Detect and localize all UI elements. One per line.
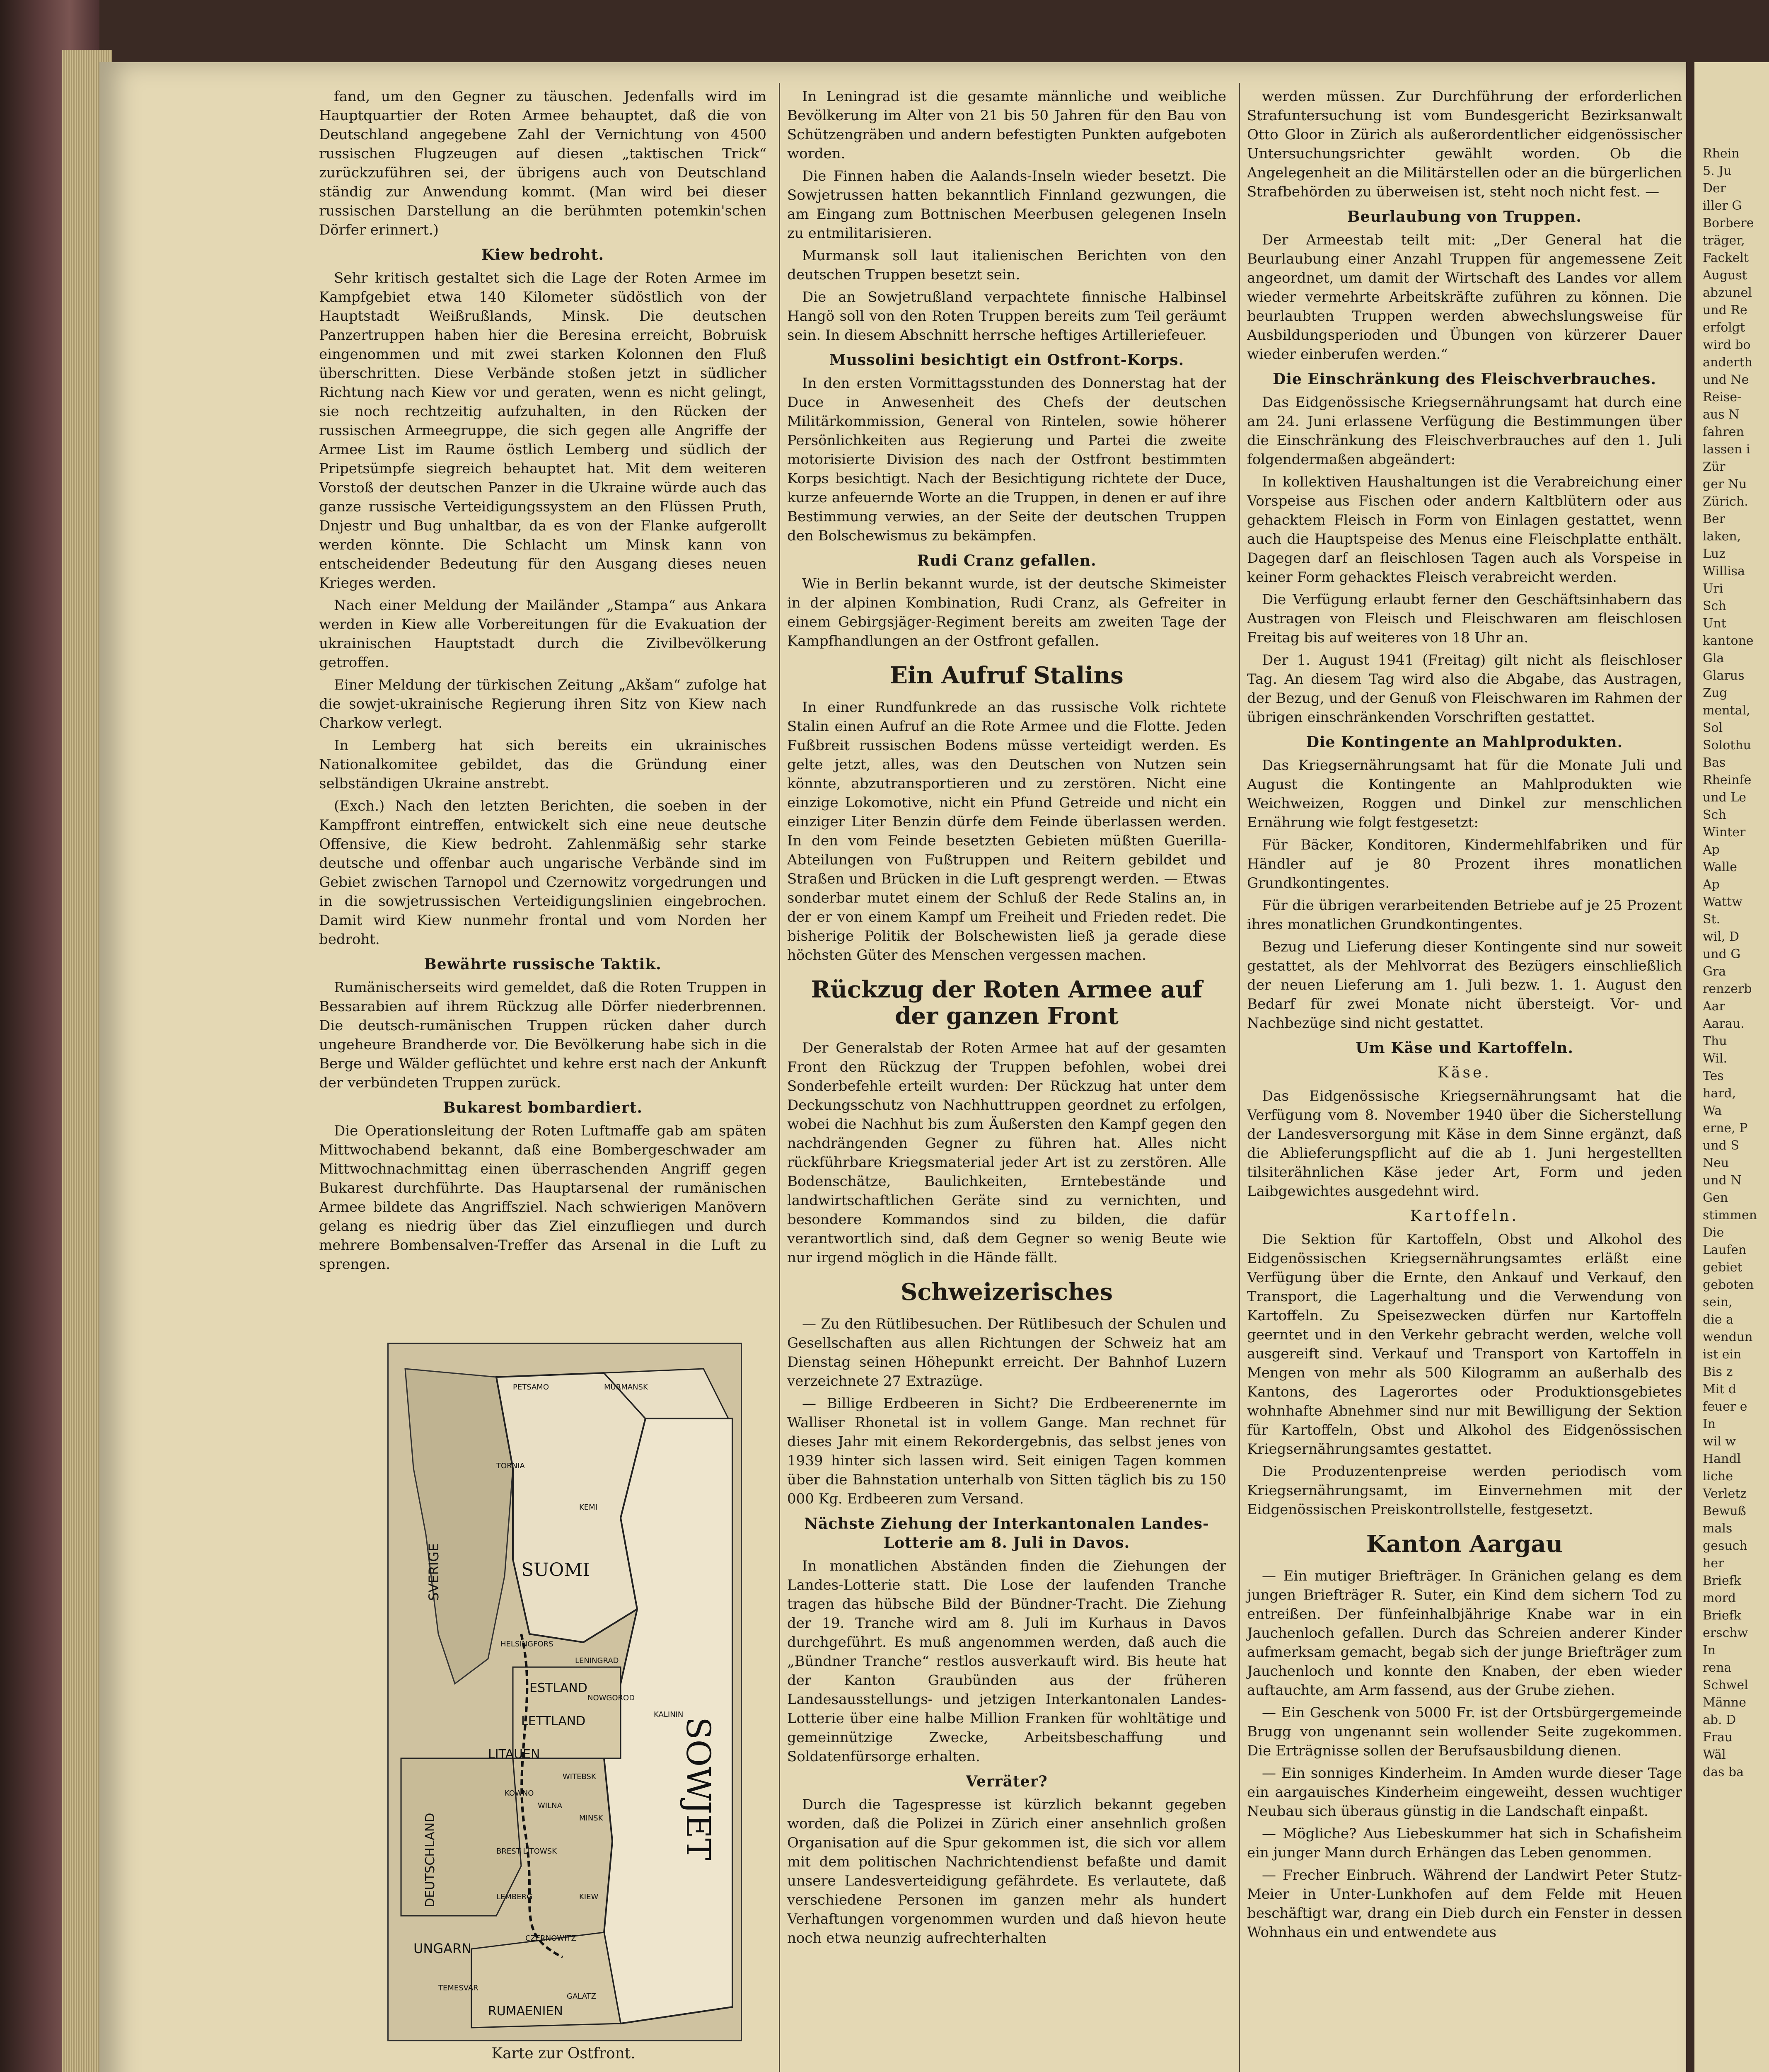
article-paragraph: In kollektiven Haushaltungen ist die Verabreichung einer Vorspeise aus Fischen oder andern Kaltblütern oder aus gehacktem Fleisch in Form von Einlagen gestattet, wenn auch die Hauptspeise des Menus eine Fleischplatte enthält. Dagegen darf an fleischlosen Tagen auch als Vorspeise in keiner Form gehacktes Fleisch verabreicht werden. — [1247, 474, 1682, 586]
article-paragraph: Für die übrigen verarbeitenden Betriebe auf je 25 Prozent ihres monatlichen Grundkontingentes. — [1247, 897, 1682, 933]
adjacent-page-text: iller G — [1703, 198, 1742, 213]
adjacent-page-text: lassen i — [1703, 442, 1750, 457]
label-petsamo: PETSAMO — [513, 1383, 549, 1392]
section-heading: Verräter? — [966, 1773, 1048, 1790]
article-paragraph: — Frecher Einbruch. Während der Landwirt Peter Stutz-Meier in Unter-Lunkhofen auf dem Felde mit Heuen beschäftigt war, drang ein Dieb durch ein Fenster in dessen Wohnhaus ein und entwendete aus — [1247, 1867, 1682, 1941]
adjacent-page-text: Glarus — [1703, 668, 1745, 683]
adjacent-page-text: kantone — [1703, 634, 1754, 648]
section-heading: Nächste Ziehung der Interkantonalen Landes-Lotterie am 8. Juli in Davos. — [804, 1515, 1209, 1552]
adjacent-page-text: Der — [1703, 181, 1726, 196]
adjacent-page-text: Gra — [1703, 964, 1726, 979]
adjacent-page-text: Gla — [1703, 651, 1724, 666]
adjacent-page-text: Zug — [1703, 686, 1728, 700]
adjacent-page-text: Solothu — [1703, 738, 1751, 753]
adjacent-page-text: renzerb — [1703, 982, 1752, 996]
article-paragraph: — Mögliche? Aus Liebeskummer hat sich in Schafisheim ein junger Mann durch Erhängen das Leben genommen. — [1247, 1825, 1682, 1861]
adjacent-page-text: gesuch — [1703, 1539, 1747, 1553]
adjacent-page-text: Thu — [1703, 1034, 1727, 1048]
article-paragraph: Durch die Tagespresse ist kürzlich bekannt gegeben worden, daß die Polizei in Zürich einer ansehnlich großen Organisation auf die Spur gekommen ist, die sich vor allem mit dem politischen Nachrichtendienst befaßte und damit unsere Landesverteidigung gefährdete. Es verlautete, daß verschiedene Personen im ganzen mehr als hundert Verhaftungen vorgenommen wurden und daß hievon heute noch etwa neunzig aufrechterhalten — [787, 1796, 1226, 1946]
adjacent-page-text: Handl — [1703, 1452, 1741, 1466]
article-paragraph: In Lemberg hat sich bereits ein ukrainisches Nationalkomitee gebildet, das die Gründung einer selbständigen Ukraine anstrebt. — [319, 737, 766, 792]
article-paragraph: In den ersten Vormittagsstunden des Donnerstag hat der Duce in Anwesenheit des Chefs der deutschen Militärkommission, General von Rintelen, sowie höherer Persönlichkeiten aus Regierung und Partei die zweite motorisierte Division des nach der Ostfront bestimmten Korps besichtigt. Nach der Besichtigung richtete der Duce, kurze anfeuernde Worte an die Truppen, in denen er auf ihre Bestimmung verwies, an der Seite der deutschen Truppen den Bolschewismus zu bekämpfen. — [787, 375, 1226, 544]
adjacent-page-text: Rheinfe — [1703, 773, 1752, 787]
article-paragraph: Die Sektion für Kartoffeln, Obst und Alkohol des Eidgenössischen Kriegsernährungsamtes erläßt eine Verfügung über die Ernte, den Ankauf und Verkauf, den Transport, die Lagerhaltung und die Verwendung von Kartoffeln. Zu Speisezwecken dürfen nur Kartoffeln geerntet und in den Verkehr gebracht werden, welche voll ausgereift sind. Verkauf und Transport von Kartoffeln in Mengen von mehr als 500 Kilogramm an außerhalb des Kantons, des Lagerortes oder Produktionsgebietes wohnhafte Abnehmer sind nur mit Bewilligung der Sektion für Kartoffeln, Obst und Alkohol des Eidgenössischen Kriegsernährungsamtes gestattet. — [1247, 1231, 1682, 1457]
adjacent-page-text: und N — [1703, 1173, 1742, 1188]
adjacent-page-text: laken, — [1703, 529, 1741, 544]
eastern-front-map — [387, 1343, 742, 2041]
label-kemi: KEMI — [579, 1503, 598, 1512]
article-paragraph: Bezug und Lieferung dieser Kontingente sind nur soweit gestattet, als der Mehlvorrat des Bezügers einschließlich der neuen Lieferung am 1. Juli bezw. 1. 1. August den Bedarf für zwei Monate nicht übersteigt. Vor- und Nachbezüge sind nicht gestattet. — [1247, 939, 1682, 1031]
adjacent-page-text: Rhein — [1703, 146, 1740, 161]
major-headline: Rückzug der Roten Armee auf der ganzen Front — [811, 976, 1203, 1030]
adjacent-page-text: anderth — [1703, 355, 1752, 370]
adjacent-page-text: ab. D — [1703, 1713, 1736, 1727]
adjacent-page-text: Die — [1703, 1225, 1724, 1240]
label-sverige: SVERIGE — [426, 1543, 442, 1601]
article-paragraph: In Leningrad ist die gesamte männliche und weibliche Bevölkerung im Alter von 21 bis 50 Jahren für den Bau von Schützengräben und andern befestigten Punkten aufgeboten worden. — [787, 88, 1226, 162]
major-headline: Kanton Aargau — [1366, 1530, 1563, 1558]
adjacent-page-text: Ap — [1703, 877, 1720, 892]
column-1 — [319, 87, 766, 1277]
article-paragraph: — Zu den Rütlibesuchen. Der Rütlibesuch der Schulen und Gesellschaften aus allen Richtungen der Schweiz hat am Dienstag seinen Höhepunkt erreicht. Der Bahnhof Luzern verzeichnete 27 Extrazüge. — [787, 1316, 1226, 1389]
adjacent-page-text: wird bo — [1703, 338, 1751, 352]
article-paragraph: In monatlichen Abständen finden die Ziehungen der Landes-Lotterie statt. Die Lose der laufenden Tranche tragen das hübsche Bild der Bündner-Tracht. Die Ziehung der 19. Tranche wird am 8. Juli im Kurhaus in Davos durchgeführt. Es muß angenommen werden, daß auch die „Bündner Tranche“ restlos ausverkauft wird. Bis heute hat der Kanton Graubünden aus der früheren Landesausstellungs- und jetzigen Interkantonalen Landes-Lotterie über eine halbe Million Franken für wohltätige und gemeinnützige Zwecke, Arbeitsbeschaffung und Soldatenfürsorge erhalten. — [787, 1558, 1226, 1765]
article-paragraph: Nach einer Meldung der Mailänder „Stampa“ aus Ankara werden in Kiew alle Vorbereitungen für die Evakuation der ukrainischen Hauptstadt durch die Zivilbevölkerung getroffen. — [319, 597, 766, 671]
adjacent-page-text: liche — [1703, 1469, 1733, 1484]
adjacent-page-text: wendun — [1703, 1330, 1753, 1344]
adjacent-page-text: Ber — [1703, 512, 1726, 526]
section-heading: Um Käse und Kartoffeln. — [1356, 1039, 1573, 1057]
adjacent-page-text: feuer e — [1703, 1399, 1747, 1414]
label-czernowitz: CZERNOWITZ — [525, 1934, 576, 1943]
adjacent-page-text: Wattw — [1703, 895, 1742, 909]
adjacent-page-text: Sol — [1703, 721, 1723, 735]
adjacent-page-text: Willisa — [1703, 564, 1745, 579]
label-temesvar: TEMESVAR — [438, 1984, 479, 1992]
adjacent-page-text: erne, P — [1703, 1121, 1748, 1135]
column-3 — [1247, 87, 1682, 1945]
adjacent-page-text: Gen — [1703, 1191, 1728, 1205]
adjacent-page-text: stimmen — [1703, 1208, 1757, 1222]
article-paragraph: fand, um den Gegner zu täuschen. Jedenfalls wird im Hauptquartier der Roten Armee behauptet, daß die von Deutschland angegebene Zahl der Vernichtung von 4500 russischen Flugzeugen auf diesen „taktischen Trick“ zurückzuführen sei, der übrigens auch von Deutschland ständig zur Anwendung kommt. (Man wird bei dieser russischen Darstellung an die berühmten potemkin'schen Dörfer erinnert.) — [319, 88, 766, 238]
adjacent-page-text: gebiet — [1703, 1260, 1742, 1275]
article-paragraph: Die Finnen haben die Aalands-Inseln wieder besetzt. Die Sowjetrussen hatten bekanntlich Finnland gezwungen, die am Eingang zum Bottnischen Meerbusen gelegenen Inseln zu entmilitarisieren. — [787, 168, 1226, 242]
article-paragraph: — Ein Geschenk von 5000 Fr. ist der Ortsbürgergemeinde Brugg von ungenannt sein wollender Seite zugekommen. Die Erträgnisse sollen der Berufsausbildung dienen. — [1247, 1704, 1682, 1759]
adjacent-page-text: Laufen — [1703, 1243, 1747, 1257]
article-paragraph: Das Eidgenössische Kriegsernährungsamt hat die Verfügung vom 8. November 1940 über die Sicherstellung der Landesversorgung mit Käse in dem Sinne ergänzt, daß die Ablieferungspflicht auf die ab 1. Juni hergestellten tilsiterähnlichen Käse jeder Art, Form und jeden Laibgewichtes ausgedehnt wird. — [1247, 1088, 1682, 1200]
sub-heading: Käse. — [1438, 1064, 1491, 1081]
adjacent-page-text: rena — [1703, 1661, 1732, 1675]
adjacent-page-text: Walle — [1703, 860, 1738, 874]
label-suomi: SUOMI — [521, 1559, 590, 1581]
adjacent-page-text: Briefk — [1703, 1608, 1742, 1623]
section-heading: Bukarest bombardiert. — [443, 1099, 643, 1116]
adjacent-page-text: aus N — [1703, 407, 1740, 422]
label-brest: BREST LITOWSK — [496, 1847, 557, 1856]
sub-heading: Kartoffeln. — [1410, 1208, 1519, 1225]
adjacent-page-text: mals — [1703, 1521, 1733, 1536]
adjacent-page-text: In — [1703, 1643, 1716, 1658]
major-headline: Ein Aufruf Stalins — [890, 662, 1124, 689]
adjacent-page-text: Bewuß — [1703, 1504, 1746, 1518]
adjacent-page-text: Männe — [1703, 1695, 1746, 1710]
adjacent-page-text: und Re — [1703, 303, 1747, 317]
column-rule-2 — [1239, 83, 1240, 2072]
article-paragraph: Die Produzentenpreise werden periodisch vom Kriegsernährungsamt, im Einvernehmen mit der Eidgenössischen Preiskontrollstelle, festgesetzt. — [1247, 1463, 1682, 1518]
adjacent-page-text: Bas — [1703, 755, 1726, 770]
adjacent-page-text: Sch — [1703, 599, 1726, 613]
article-paragraph: Der 1. August 1941 (Freitag) gilt nicht als fleischloser Tag. An diesem Tag wird also die Abgabe, das Austragen, der Bezug, und der Genuß von Fleischwaren im Rahmen der übrigen einschränkenden Vorschriften gestattet. — [1247, 652, 1682, 726]
adjacent-page-text: wil, D — [1703, 929, 1739, 944]
adjacent-page-text: Zür — [1703, 460, 1726, 474]
adjacent-page-text: Reise- — [1703, 390, 1742, 404]
article-paragraph: Das Eidgenössische Kriegsernährungsamt hat durch eine am 24. Juni erlassene Verfügung die Bestimmungen über die Einschränkung des Fleischverbrauches auf den 1. Juli folgendermaßen abgeändert: — [1247, 394, 1682, 468]
article-paragraph: — Billige Erdbeeren in Sicht? Die Erdbeerenernte im Walliser Rhonetal ist in vollem Gange. Man rechnet für dieses Jahr mit einem Rekordergebnis, das selbst jenes von 1939 hinter sich lassen wird. Seit einigen Tagen kommen über die Bahnstation unterhalb von Sitten täglich bis zu 150 000 Kg. Erdbeeren zum Versand. — [787, 1395, 1226, 1507]
label-sowjet: SOWJET — [679, 1717, 718, 1861]
article-paragraph: In einer Rundfunkrede an das russische Volk richtete Stalin einen Aufruf an die Rote Armee und die Flotte. Jeden Fußbreit russischen Bodens müsse verteidigt werden. Es gelte jetzt, alles, was den Deutschen von Nutzen sein könnte, abzutransportieren und zu zerstören. Nicht eine einzige Lokomotive, nicht ein Pfund Getreide und nicht ein einziger Liter Benzin dürfe dem Feinde überlassen werden. In den vom Feinde besetzten Gebieten müßten Guerilla-Abteilungen von Fußtruppen und Reitern gebildet und Straßen und Brücken in die Luft gesprengt werden. — Etwas sonderbar mutet einem der Schluß der Rede Stalins an, in der er von einem Kampf um Freiheit und Frieden redet. Die bisherige Politik der Bolschewisten ließ ja gerade diese höchsten Güter des Menschen vergessen machen. — [787, 699, 1226, 963]
label-deutschland: DEUTSCHLAND — [423, 1813, 437, 1907]
label-rumaenien: RUMAENIEN — [488, 2004, 563, 2019]
adjacent-page-text: 5. Ju — [1703, 164, 1732, 178]
adjacent-page-text: Neu — [1703, 1156, 1729, 1170]
section-heading: Beurlaubung von Truppen. — [1347, 208, 1582, 225]
adjacent-page-text: Uri — [1703, 581, 1723, 596]
label-galatz: GALATZ — [567, 1992, 596, 2001]
label-lemberg: LEMBERG — [496, 1893, 533, 1901]
adjacent-page-text: Aarau. — [1703, 1017, 1745, 1031]
label-nowgorod: NOWGOROD — [587, 1694, 635, 1702]
adjacent-page-text: Schwel — [1703, 1678, 1748, 1692]
adjacent-page-text: geboten — [1703, 1278, 1754, 1292]
article-paragraph: — Ein mutiger Briefträger. In Gränichen gelang es dem jungen Briefträger R. Suter, ein Kind dem sichern Tod zu entreißen. Der fünfeinhalbjährige Knabe war in ein Jauchenloch gefallen. Durch das Schreien anderer Kinder aufmerksam gemacht, begab sich der junge Briefträger zum Jauchenloch und konnte den Knaben, der eben wieder auftauchte, am Arm fassend, aus der Grube ziehen. — [1247, 1568, 1682, 1699]
adjacent-page-text: fahren — [1703, 425, 1744, 439]
article-paragraph: Wie in Berlin bekannt wurde, ist der deutsche Skimeister in der alpinen Kombination, Rudi Cranz, als Gefreiter in einem Gebirgsjäger-Regiment bereits am zweiten Tage der Kampfhandlungen an der Ostfront gefallen. — [787, 576, 1226, 649]
article-paragraph: Für Bäcker, Konditoren, Kindermehlfabriken und für Händler auf je 80 Prozent ihres monatlichen Grundkontingentes. — [1247, 837, 1682, 891]
label-ungarn: UNGARN — [413, 1941, 472, 1956]
label-minsk: MINSK — [579, 1814, 603, 1823]
label-helsingfors: HELSINGFORS — [500, 1640, 553, 1648]
adjacent-page-text: ist ein — [1703, 1347, 1742, 1362]
article-paragraph: Sehr kritisch gestaltet sich die Lage der Roten Armee im Kampfgebiet etwa 140 Kilometer südöstlich von der Hauptstadt Weißrußlands, Minsk. Die deutschen Panzertruppen haben hier die Beresina erreicht, Bobruisk eingenommen und mit zwei starken Kolonnen den Fluß überschritten. Diese Verbände stoßen jetzt in südlicher Richtung nach Kiew vor und geraten, wenn es nicht gelingt, sie noch rechtzeitig aufzuhalten, in den Rücken der russischen Armeegruppe, die sich gegen alle Angriffe der Armee List im Raume östlich Lemberg und südlich der Pripetsümpfe siegreich behauptet hat. Mit dem weiteren Vorstoß der deutschen Panzer in die Ukraine würde auch das ganze russische Verteidigungssystem an den Flüssen Pruth, Dnjestr und Bug unhaltbar, da es von der Flanke aufgerollt werden könnte. Die Schlacht um Minsk kann von entscheidender Bedeutung für den Ausgang dieses neuen Krieges werden. — [319, 270, 766, 591]
adjacent-page-fragment — [1694, 62, 1769, 2072]
adjacent-page-text: die a — [1703, 1312, 1733, 1327]
article-paragraph: Der Armeestab teilt mit: „Der General hat die Beurlaubung einer Anzahl Truppen für angemessene Zeit angeordnet, um damit der Wirtschaft des Landes vor allem wieder vermehrte Arbeitskräfte zuführen zu können. Die beurlaubten Truppen werden abwechslungsweise für Ausbildungsperioden und Übungen von kürzerer Dauer wieder einberufen werden.“ — [1247, 232, 1682, 363]
section-heading: Bewährte russische Taktik. — [424, 956, 662, 973]
section-heading: Kiew bedroht. — [481, 246, 604, 264]
adjacent-page-text: und Le — [1703, 790, 1747, 805]
adjacent-page-text: Wil. — [1703, 1051, 1728, 1066]
adjacent-page-text: In — [1703, 1417, 1716, 1431]
adjacent-page-text: Fackelt — [1703, 251, 1749, 265]
adjacent-page-text: und G — [1703, 947, 1741, 961]
adjacent-page-text: Ap — [1703, 842, 1720, 857]
adjacent-page-text: Aar — [1703, 999, 1725, 1014]
adjacent-page-text: Wa — [1703, 1104, 1722, 1118]
adjacent-page-text: her — [1703, 1556, 1724, 1571]
map-caption: Karte zur Ostfront. — [491, 2045, 636, 2062]
adjacent-page-text: hard, — [1703, 1086, 1736, 1101]
section-heading: Die Kontingente an Mahlprodukten. — [1306, 733, 1623, 751]
adjacent-page-text: abzunel — [1703, 286, 1752, 300]
adjacent-page-text: Zürich. — [1703, 494, 1748, 509]
germany-shape — [401, 1758, 521, 1916]
adjacent-page-text: August — [1703, 268, 1747, 283]
adjacent-page-text: Winter — [1703, 825, 1746, 840]
column-2 — [787, 87, 1226, 1951]
adjacent-page-text: träger, — [1703, 233, 1745, 248]
label-murmansk: MURMANSK — [604, 1383, 648, 1392]
label-wilna: WILNA — [538, 1801, 562, 1810]
label-litauen: LITAUEN — [488, 1747, 540, 1762]
adjacent-page-text: erfolgt — [1703, 320, 1745, 335]
article-paragraph: Rumänischerseits wird gemeldet, daß die Roten Truppen in Bessarabien auf ihrem Rückzug alle Dörfer niederbrennen. Die deutsch-rumänischen Truppen rücken daher durch ungeheure Brandherde vor. Die Bevölkerung habe sich in die Berge und Wälder geflüchtet und kehre erst nach der Ankunft der verbündeten Truppen zurück. — [319, 979, 766, 1091]
article-paragraph: Das Kriegsernährungsamt hat für die Monate Juli und August die Kontingente an Mahlprodukten wie Weichweizen, Roggen und Dinkel zur menschlichen Ernährung wie folgt festgesetzt: — [1247, 757, 1682, 831]
adjacent-page-text: Sch — [1703, 808, 1726, 822]
article-paragraph: Die Verfügung erlaubt ferner den Geschäftsinhabern das Austragen von Fleisch und Fleischwaren am fleischlosen Freitag bis auf weiteres von 18 Uhr an. — [1247, 591, 1682, 646]
adjacent-page-text: Luz — [1703, 547, 1726, 561]
adjacent-page-text: Tes — [1703, 1069, 1724, 1083]
adjacent-page-text: Bis z — [1703, 1365, 1733, 1379]
article-paragraph: Die an Sowjetrußland verpachtete finnische Halbinsel Hangö soll von den Roten Truppen bereits zum Teil geräumt sein. In diesem Abschnitt herrsche heftiges Artilleriefeuer. — [787, 289, 1226, 344]
adjacent-page-text: Frau — [1703, 1730, 1733, 1745]
article-paragraph: Einer Meldung der türkischen Zeitung „Akšam“ zufolge hat die sowjet-ukrainische Regierung ihren Sitz von Kiew nach Charkow verlegt. — [319, 677, 766, 731]
adjacent-page-text: wil w — [1703, 1434, 1736, 1449]
article-paragraph: Die Operationsleitung der Roten Luftmaffe gab am späten Mittwochabend bekannt, daß eine Bombergeschwader am Mittwochnachmittag einen überraschenden Angriff gegen Bukarest durchführte. Das Hauptarsenal der rumänischen Armee bildete das Angriffsziel. Nach schwierigen Manövern gelang es niedrig über das Ziel einzufliegen und durch mehrere Bombensalven-Treffer das Arsenal in die Luft zu sprengen. — [319, 1123, 766, 1273]
article-paragraph: (Exch.) Nach den letzten Berichten, die soeben in der Kampffront eintreffen, entwickelt sich eine neue deutsche Offensive, die Kiew bedroht. Zahlenmäßig sehr starke deutsche und offenbar auch ungarische Verbände sind im Gebiet zwischen Tarnopol und Czernowitz vorgedrungen und in die sowjetrussischen Verteidigungslinien eingebrochen. Damit wird Kiew nunmehr frontal und vom Norden her bedroht. — [319, 798, 766, 948]
section-heading: Die Einschränkung des Fleischverbrauches. — [1273, 370, 1656, 388]
label-kiew: KIEW — [579, 1893, 599, 1901]
label-lettland: LETTLAND — [521, 1714, 586, 1728]
adjacent-page-text: und Ne — [1703, 373, 1749, 387]
adjacent-page-text: sein, — [1703, 1295, 1733, 1310]
adjacent-page-text: ger Nu — [1703, 477, 1747, 491]
adjacent-page-text: mord — [1703, 1591, 1736, 1605]
section-heading: Rudi Cranz gefallen. — [917, 552, 1097, 569]
article-paragraph: — Ein sonniges Kinderheim. In Amden wurde dieser Tage ein aargauisches Kinderheim eingeweiht, dessen wuchtiger Neubau sich überaus günstig in die Landschaft einpaßt. — [1247, 1765, 1682, 1820]
adjacent-page-text: Briefk — [1703, 1573, 1742, 1588]
adjacent-page-text: das ba — [1703, 1765, 1744, 1779]
label-kalinin: KALININ — [654, 1710, 684, 1719]
adjacent-page-text: St. — [1703, 912, 1721, 927]
label-kowno: KOWNO — [505, 1789, 534, 1798]
adjacent-page-text: erschw — [1703, 1626, 1748, 1640]
article-paragraph: Murmansk soll laut italienischen Berichten von den deutschen Truppen besetzt sein. — [787, 247, 1226, 283]
article-paragraph: werden müssen. Zur Durchführung der erforderlichen Strafuntersuchung ist vom Bundesgericht Bezirksanwalt Otto Gloor in Zürich als außerordentlicher eidgenössischer Untersuchungsrichter gewählt worden. Ob die Angelegenheit an die Militärstellen oder an die bürgerlichen Strafbehörden zu überweisen ist, steht noch nicht fest. — — [1247, 88, 1682, 200]
map-graphic — [389, 1344, 741, 2040]
label-tornia: TORNIA — [496, 1462, 525, 1470]
adjacent-page-text: und S — [1703, 1138, 1739, 1153]
column-rule-1 — [779, 83, 780, 2072]
adjacent-page-text: Verletz — [1703, 1486, 1747, 1501]
article-paragraph: Der Generalstab der Roten Armee hat auf der gesamten Front den Rückzug der Truppen befohlen, wobei drei Sonderbefehle erteilt wurden: Der Rückzug hat unter dem Deckungsschutz von Nachhuttruppen geordnet zu erfolgen, wobei die Nachhut bis zum Äußersten den Kampf gegen den nachdrängenden Gegner zu führen hat. Alles nicht rückführbare Kriegsmaterial jeder Art ist zu zerstören. Alle Bodenschätze, Baulichkeiten, Erntebestände und landwirtschaftlichen Geräte sind zu vernichten, und besondere Kommandos sind zu bilden, die dafür verantwortlich sind, daß dem Gegner so wenig Beute wie nur irgend möglich in die Hände fällt. — [787, 1040, 1226, 1266]
label-leningrad: LENINGRAD — [575, 1656, 619, 1665]
section-heading: Mussolini besichtigt ein Ostfront-Korps. — [829, 351, 1184, 369]
label-estland: ESTLAND — [529, 1681, 587, 1695]
label-witebsk: WITEBSK — [563, 1772, 596, 1781]
adjacent-page-text: Unt — [1703, 616, 1726, 631]
adjacent-page-text: Mit d — [1703, 1382, 1737, 1397]
major-headline: Schweizerisches — [900, 1278, 1113, 1306]
adjacent-page-text: mental, — [1703, 703, 1750, 718]
adjacent-page-text: Wäl — [1703, 1748, 1726, 1762]
adjacent-page-text: Borbere — [1703, 216, 1754, 230]
